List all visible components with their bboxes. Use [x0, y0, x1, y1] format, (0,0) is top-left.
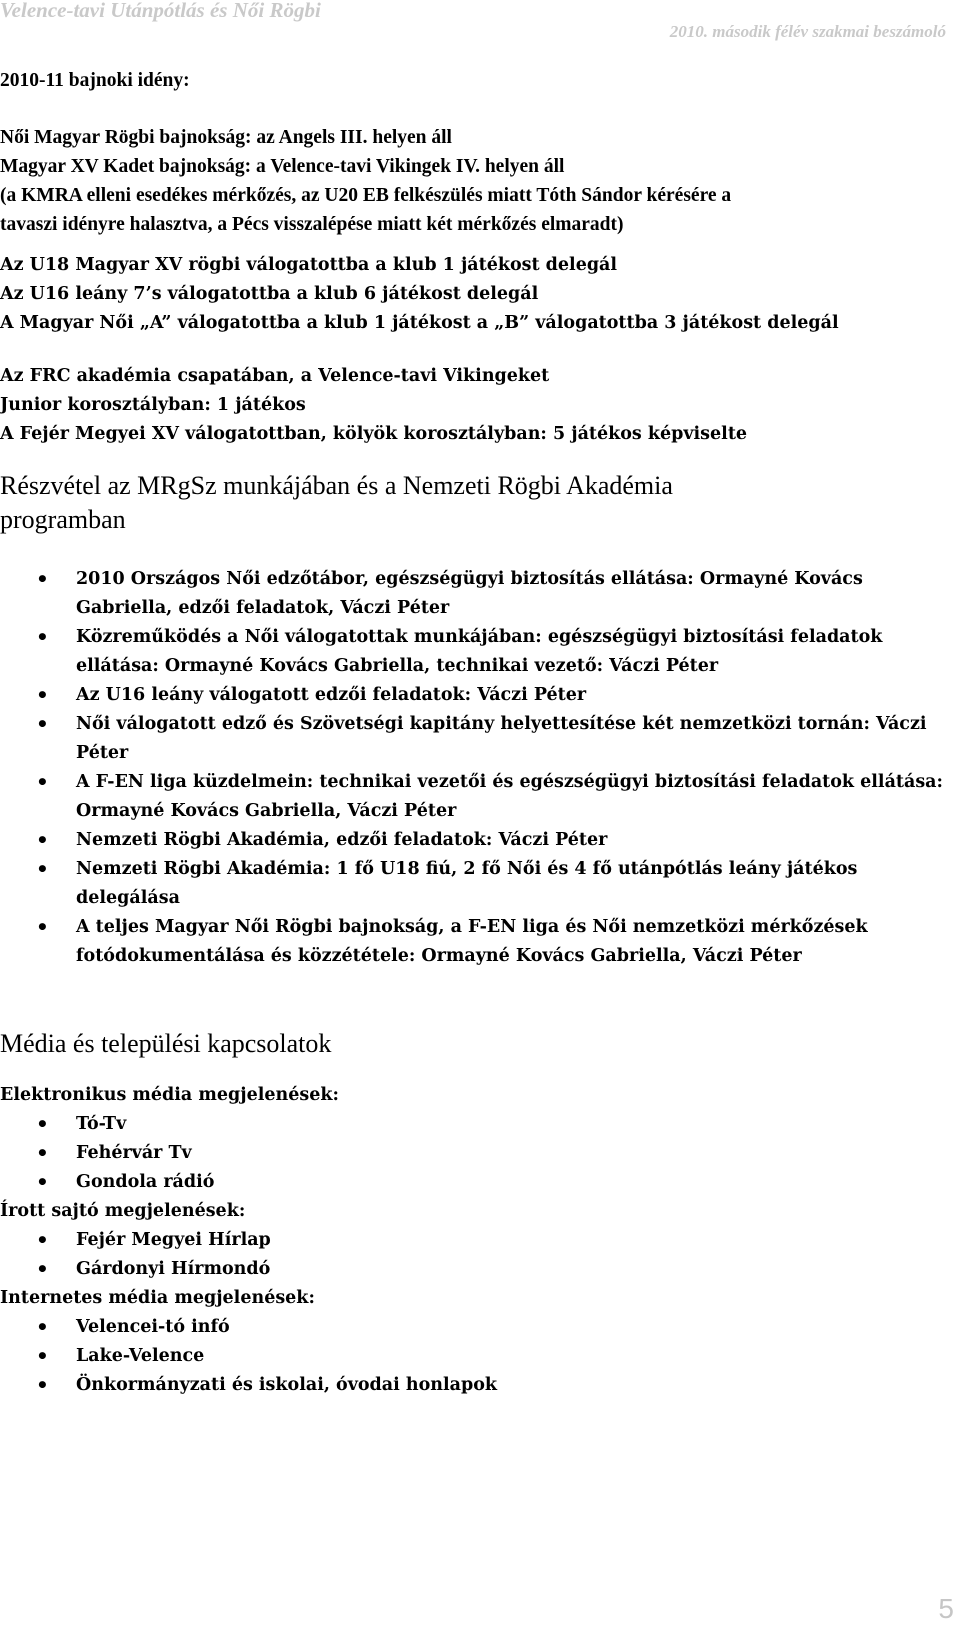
media-heading: Média és települési kapcsolatok [0, 1029, 332, 1058]
list-item: • Fejér Megyei Hírlap [0, 1226, 950, 1255]
participation-heading: Részvétel az MRgSz munkájában és a Nemzeti Rögbi Akadémia programban [0, 471, 673, 534]
internet-media-label: Internetes média megjelenések: [0, 1288, 315, 1308]
electronic-media-list [0, 1110, 950, 1197]
academy-line: Junior korosztályban: 1 játékos [0, 395, 306, 415]
print-media-label: Írott sajtó megjelenések: [0, 1201, 246, 1221]
document-body [0, 66, 950, 1400]
academy-line: Az FRC akadémia csapatában, a Velence-tavi Vikingeket [0, 366, 550, 386]
list-item: • Gárdonyi Hírmondó [0, 1255, 950, 1284]
list-item: • A teljes Magyar Női Rögbi bajnokság, a F-EN liga és Női nemzetközi mérkőzések fotódokumentálása és közzététele: Ormayné Kovács Gabriella, Váczi Péter [0, 913, 950, 971]
list-item: • 2010 Országos Női edzőtábor, egészségügyi biztosítás ellátása: Ormayné Kovács Gabriella, edzői feladatok, Váczi Péter [0, 565, 950, 623]
list-item: • Velencei-tó infó [0, 1313, 950, 1342]
list-item: • A F-EN liga küzdelmein: technikai vezetői és egészségügyi biztosítási feladatok ellátása: Ormayné Kovács Gabriella, Váczi Péter [0, 768, 950, 826]
internet-media-list [0, 1313, 950, 1400]
list-item: • Gondola rádió [0, 1168, 950, 1197]
list-item: • Nemzeti Rögbi Akadémia, edzői feladatok: Váczi Péter [0, 826, 950, 855]
season-line: tavaszi idényre halasztva, a Pécs visszalépése miatt két mérkőzés elmaradt) [0, 214, 624, 235]
header-left-title: Velence-tavi Utánpótlás és Női Rögbi [0, 0, 321, 22]
page-number: 5 [938, 1593, 954, 1624]
list-item: • Lake-Velence [0, 1342, 950, 1371]
delegation-line: Az U18 Magyar XV rögbi válogatottba a klub 1 játékost delegál [0, 255, 618, 275]
season-line: (a KMRA elleni esedékes mérkőzés, az U20 EB felkészülés miatt Tóth Sándor kérésére a [0, 185, 732, 206]
list-item: • Az U16 leány válogatott edzői feladatok: Váczi Péter [0, 681, 950, 710]
list-item: • Tó-Tv [0, 1110, 950, 1139]
season-line: Női Magyar Rögbi bajnokság: az Angels III. helyen áll [0, 127, 452, 148]
delegation-line: A Magyar Női „A” válogatottba a klub 1 játékost a „B” válogatottba 3 játékost delegál [0, 313, 839, 333]
electronic-media-label: Elektronikus média megjelenések: [0, 1085, 339, 1105]
list-item: • Közreműködés a Női válogatottak munkájában: egészségügyi biztosítási feladatok ellátása: Ormayné Kovács Gabriella, technikai vezető: Váczi Péter [0, 623, 950, 681]
header-right-title: 2010. második félév szakmai beszámoló [669, 22, 946, 41]
list-item: • Nemzeti Rögbi Akadémia: 1 fő U18 fiú, 2 fő Női és 4 fő utánpótlás leány játékos delegálása [0, 855, 950, 913]
season-line: Magyar XV Kadet bajnokság: a Velence-tavi Vikingek IV. helyen áll [0, 156, 565, 177]
list-item: • Női válogatott edző és Szövetségi kapitány helyettesítése két nemzetközi tornán: Váczi Péter [0, 710, 950, 768]
list-item: • Fehérvár Tv [0, 1139, 950, 1168]
list-item: • Önkormányzati és iskolai, óvodai honlapok [0, 1371, 950, 1400]
participation-list [0, 565, 950, 971]
delegation-line: Az U16 leány 7’s válogatottba a klub 6 játékost delegál [0, 284, 539, 304]
print-media-list [0, 1226, 950, 1284]
season-heading: 2010-11 bajnoki idény: [0, 70, 190, 91]
academy-line: A Fejér Megyei XV válogatottban, kölyök korosztályban: 5 játékos képviselte [0, 424, 748, 444]
